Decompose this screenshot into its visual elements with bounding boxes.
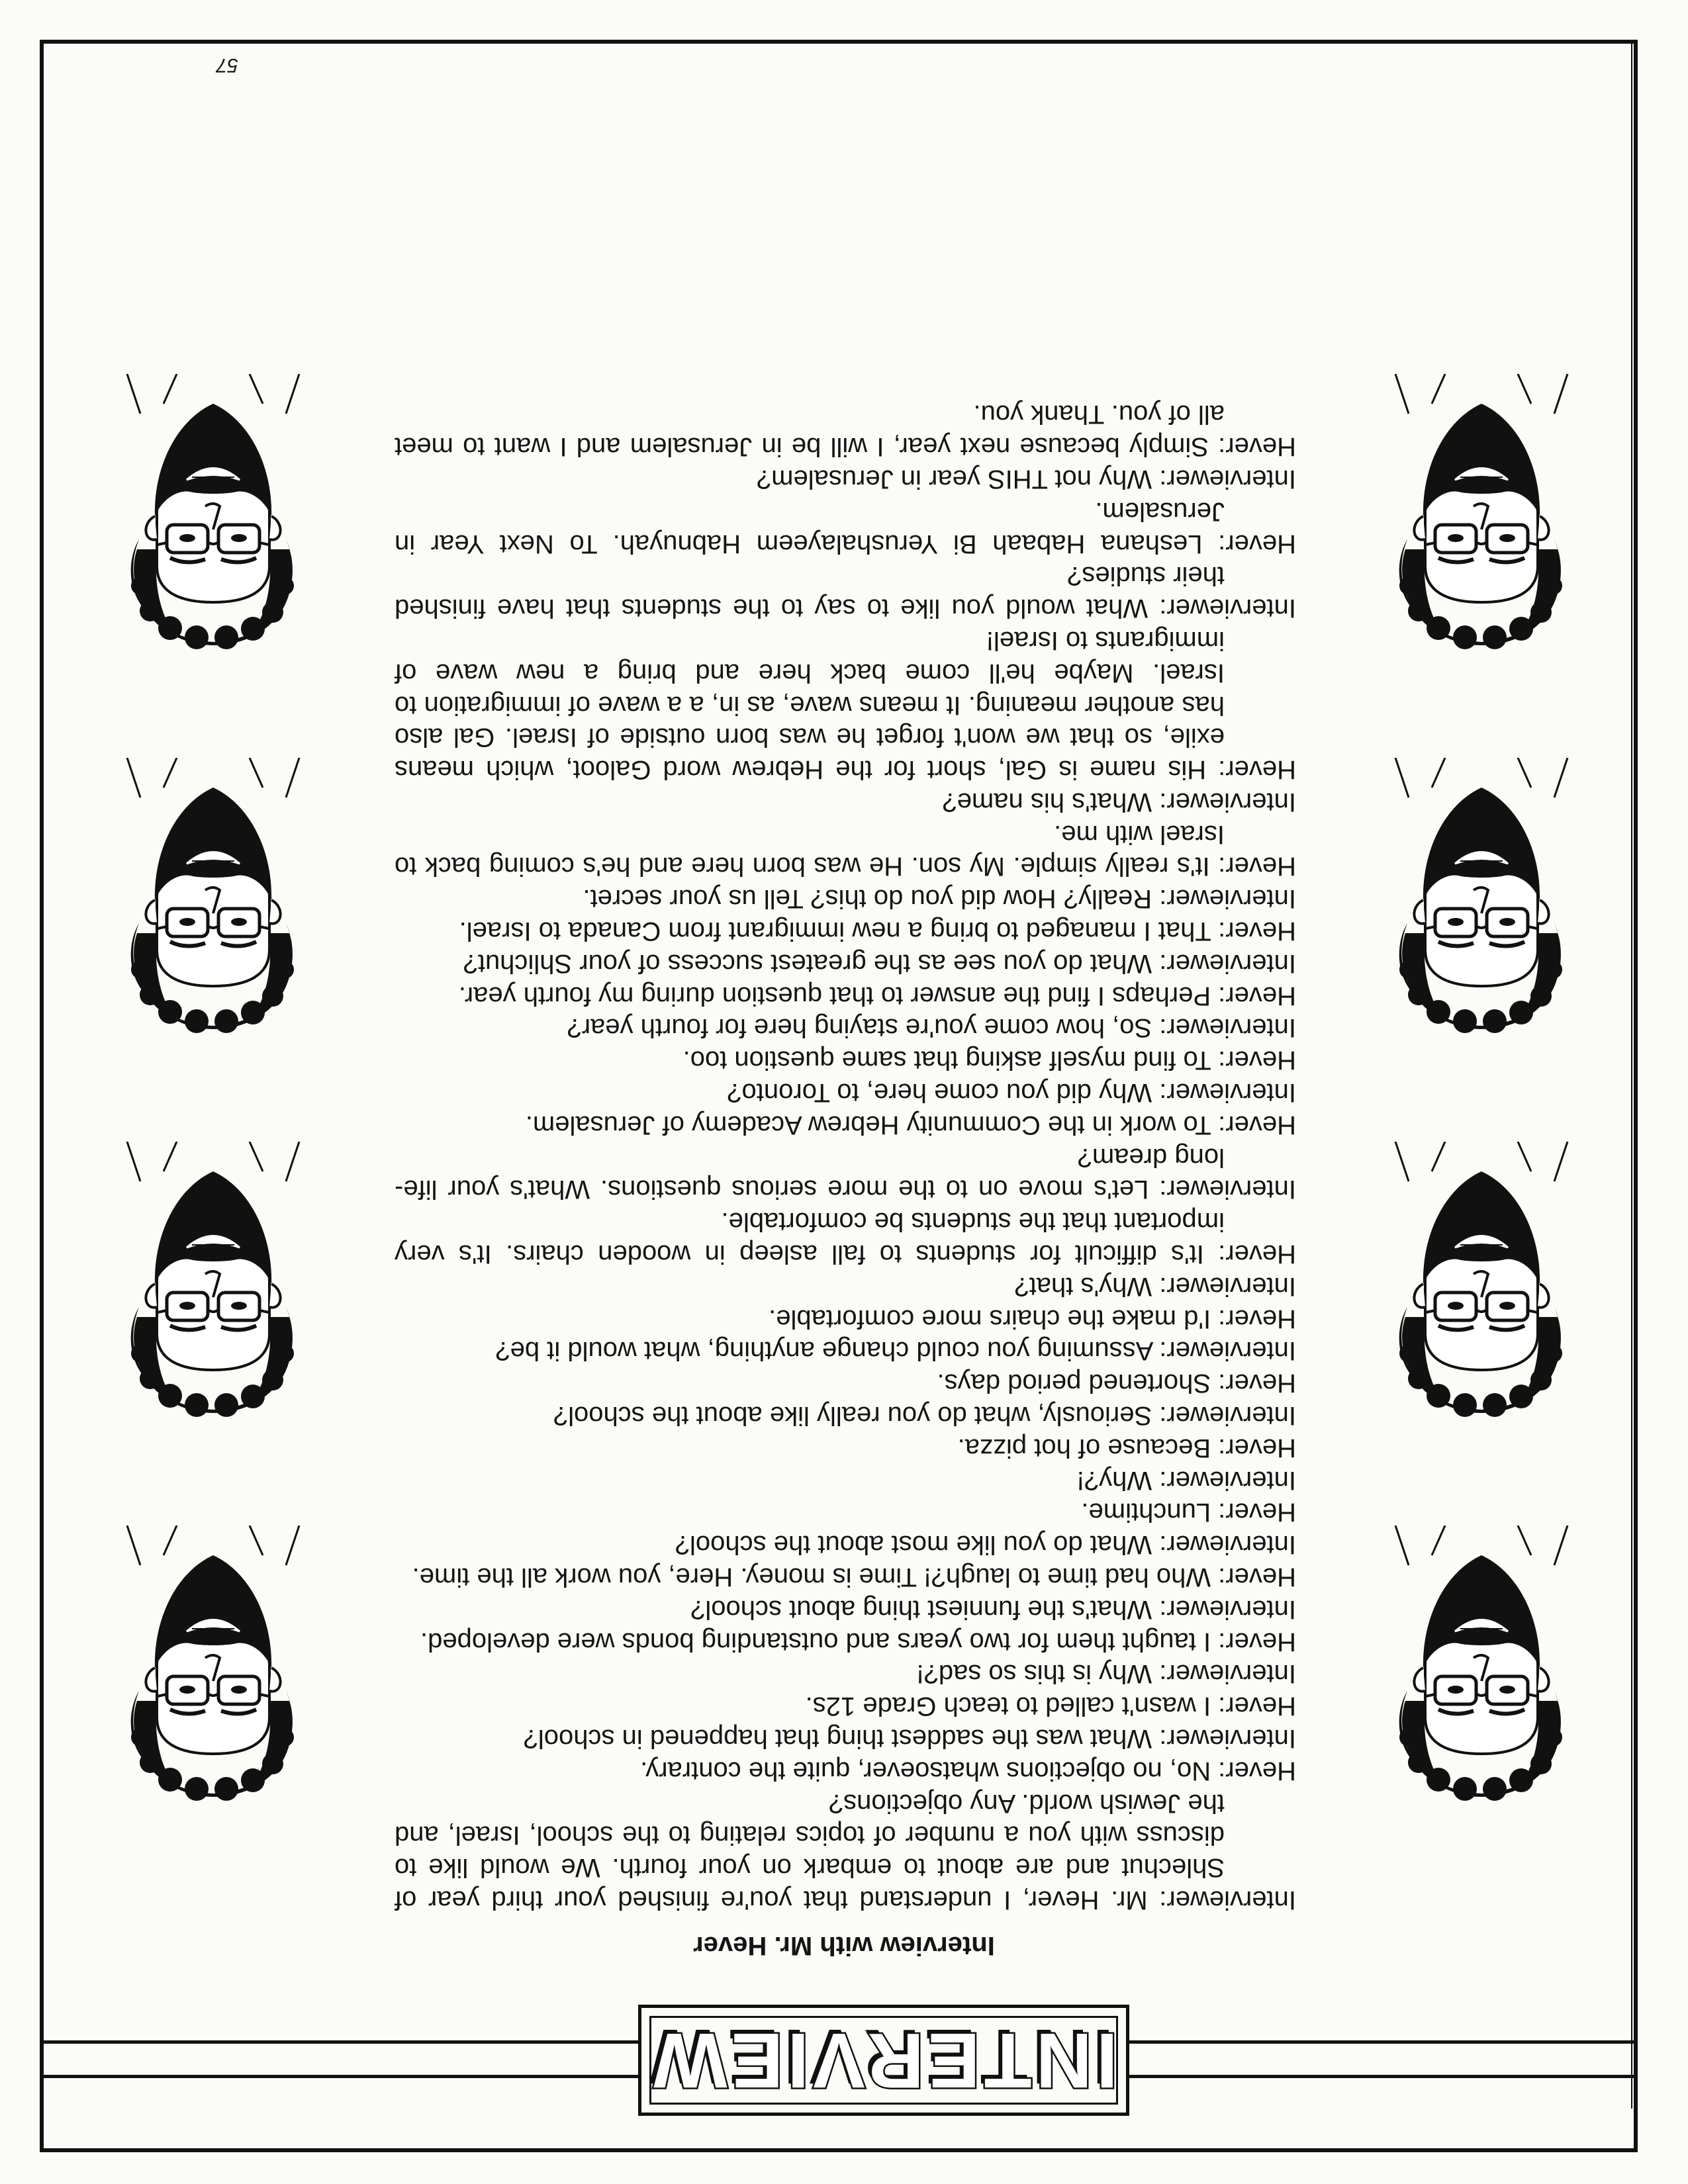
- dialogue-line: Hever: I taught them for two years and outstanding bonds were developed.: [420, 1627, 1296, 1657]
- dialogue-line: Hever: That I managed to bring a new immigrant from Canada to Israel.: [459, 917, 1296, 946]
- caricature-portrait-icon: [1369, 374, 1594, 665]
- dialogue-line: Hever: Shortened period days.: [937, 1369, 1296, 1398]
- caricature-portrait-icon: [1369, 1525, 1594, 1817]
- dialogue-line: Hever: Perhaps I find the answer to that question during my fourth year.: [458, 981, 1296, 1011]
- dialogue-line: Interviewer: What's the funniest thing about school?: [690, 1594, 1296, 1624]
- dialogue-line: Interviewer: Why's that?: [1014, 1271, 1296, 1301]
- dialogue-line: Hever: It's really simple. My son. He was born here and he's coming back to Israel with me.: [395, 819, 1296, 882]
- dialogue-line: Interviewer: Why is this so sad?!: [916, 1659, 1296, 1689]
- dialogue-line: Interviewer: What do you like most about the school?: [675, 1530, 1296, 1560]
- dialogue-line: Interviewer: So, how come you're staying here for fourth year?: [567, 1013, 1296, 1043]
- interview-text: [395, 398, 1296, 1916]
- dialogue-line: Interviewer: Why did you come here, to Toronto?: [727, 1078, 1296, 1108]
- header-banner: [638, 2005, 1129, 2116]
- header-title: INTERVIEW: [649, 2017, 1118, 2104]
- caricature-portrait-icon: [1369, 1142, 1594, 1433]
- caricature-portrait-icon: [101, 1525, 326, 1817]
- dialogue-line: Interviewer: What do you see as the greatest success of your Shlichut?: [463, 948, 1296, 978]
- caricature-portrait-icon: [1369, 758, 1594, 1049]
- dialogue-line: Hever: To work in the Community Hebrew Academy of Jerusalem.: [525, 1110, 1296, 1140]
- dialogue-line: Interviewer: Let's move on to the more serious questions. What's your life-long dream?: [395, 1142, 1296, 1205]
- dialogue-line: Interviewer: What would you like to say to the students that have finished their studies?: [395, 561, 1296, 623]
- caricature-portrait-icon: [101, 1142, 326, 1433]
- dialogue-line: Interviewer: Really? How did you do this? Tell us your secret.: [583, 884, 1296, 914]
- dialogue-line: Hever: Simply because next year, I will be in Jerusalem and I want to meet all of you. Thank you.: [395, 400, 1296, 462]
- dialogue-line: Interviewer: Why?!: [1076, 1465, 1296, 1495]
- article-subtitle: Interview with Mr. Hever: [693, 1931, 995, 1960]
- dialogue-line: Interviewer: Why not THIS year in Jerusalem?: [756, 464, 1296, 494]
- dialogue-line: Interviewer: What's his name?: [942, 787, 1296, 817]
- dialogue-line: Interviewer: What was the saddest thing that happened in school?: [523, 1724, 1296, 1754]
- dialogue-line: Hever: Lunchtime.: [1081, 1498, 1296, 1527]
- dialogue-line: Hever: Because of hot pizza.: [957, 1433, 1296, 1463]
- dialogue-line: Hever: Leshana Habaah Bi Yerushalayeem Habnuyah. To Next Year in Jerusalem.: [395, 496, 1296, 559]
- caricature-portrait-icon: [101, 374, 326, 665]
- dialogue-line: Hever: His name is Gal, short for the Hebrew word Galoot, which means exile, so that we won't forget he was born outside of Israel. Gal also has another meaning. It means wave, as in, a a wave of immigration to Israel. Maybe he'll come back here and bring a new wave of immigrants to Israel!: [395, 625, 1296, 785]
- frame-inner-line: [1631, 44, 1632, 2109]
- dialogue-line: Hever: To find myself asking that same question too.: [682, 1046, 1296, 1075]
- caricature-portrait-icon: [101, 758, 326, 1049]
- dialogue-line: Hever: No, no objections whatsoever, quite the contrary.: [640, 1756, 1296, 1786]
- dialogue-line: Interviewer: Mr. Hever, I understand that you're finished your third year of Shlechut and are about to embark on your fourth. We would like to discuss with you a number of topics relating to the school, Israel, and the Jewish world. Any objections?: [395, 1788, 1296, 1915]
- dialogue-line: Interviewer: Assuming you could change anything, what would it be?: [495, 1336, 1296, 1366]
- page-number: 57: [216, 54, 238, 76]
- dialogue-line: Interviewer: Seriously, what do you really like about the school?: [553, 1401, 1296, 1431]
- dialogue-line: Hever: I wasn't called to teach Grade 12s.: [805, 1692, 1296, 1721]
- dialogue-line: Hever: I'd make the chairs more comfortable.: [769, 1304, 1296, 1334]
- dialogue-line: Hever: It's difficult for students to fall asleep in wooden chairs. It's very important that the students be comfortable.: [395, 1207, 1296, 1269]
- dialogue-line: Hever: Who had time to laugh?! Time is money. Here, you work all the time.: [412, 1563, 1296, 1592]
